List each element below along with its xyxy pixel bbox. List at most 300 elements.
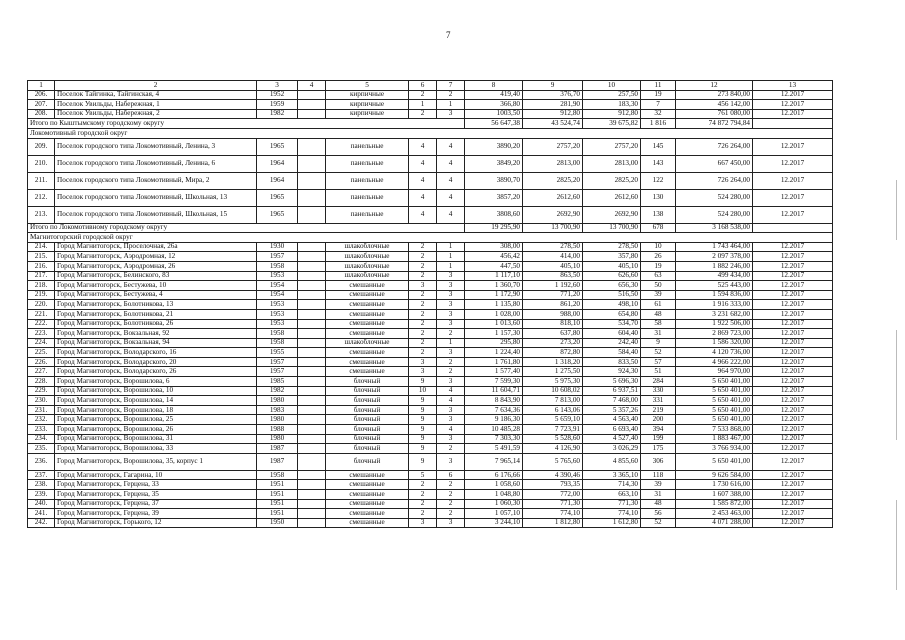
table-cell: 1930: [257, 242, 298, 252]
table-cell: 200: [641, 415, 676, 425]
table-cell: 1965: [257, 138, 298, 155]
table-row: [28, 90, 833, 100]
table-cell: [298, 396, 326, 406]
table-cell: 761 080,00: [676, 109, 753, 119]
table-cell: 3: [437, 518, 465, 528]
table-cell: 1954: [257, 281, 298, 291]
table-cell: смешанные: [326, 329, 409, 339]
column-number: 4: [298, 81, 326, 91]
table-cell: [298, 100, 326, 110]
registry-body: [28, 81, 833, 528]
table-cell: 1: [437, 100, 465, 110]
table-cell: 1 013,60: [465, 319, 523, 329]
table-cell: 6 693,40: [583, 425, 641, 435]
table-cell: 3: [437, 109, 465, 119]
table-cell: 5 650 401,00: [676, 377, 753, 387]
table-cell: [298, 386, 326, 396]
table-cell: 9: [409, 377, 437, 387]
table-cell: 1 060,30: [465, 499, 523, 509]
table-cell: 1: [409, 100, 437, 110]
table-row: [28, 300, 833, 310]
table-cell: 257,50: [583, 90, 641, 100]
table-cell: 4: [437, 206, 465, 223]
address-cell: Поселок городского типа Локомотивный, Ленина, 3: [55, 138, 257, 155]
table-cell: 3 365,10: [583, 470, 641, 480]
table-cell: блочный: [326, 415, 409, 425]
address-cell: Город Магнитогорск, Герцена, 35: [55, 490, 257, 500]
table-cell: 12.2017: [753, 109, 833, 119]
table-cell: [298, 271, 326, 281]
table-cell: 1955: [257, 348, 298, 358]
table-cell: 414,00: [523, 252, 583, 262]
table-cell: 1 172,90: [465, 290, 523, 300]
table-cell: 12.2017: [753, 480, 833, 490]
table-cell: 220.: [28, 300, 55, 310]
table-cell: 1 607 388,00: [676, 490, 753, 500]
table-cell: 714,30: [583, 480, 641, 490]
table-cell: 1952: [257, 90, 298, 100]
address-cell: Город Магнитогорск, Ворошилова, 10: [55, 386, 257, 396]
table-cell: 12.2017: [753, 518, 833, 528]
table-cell: 5 528,60: [523, 434, 583, 444]
table-cell: [298, 281, 326, 291]
table-cell: 56: [641, 509, 676, 519]
table-cell: 12.2017: [753, 155, 833, 172]
table-cell: 4: [409, 206, 437, 223]
table-cell: 12.2017: [753, 271, 833, 281]
table-cell: 2: [409, 348, 437, 358]
table-cell: 4: [437, 172, 465, 189]
table-cell: 4 527,40: [583, 434, 641, 444]
address-cell: Город Магнитогорск, Ворошилова, 33: [55, 444, 257, 454]
table-cell: [298, 319, 326, 329]
table-cell: 5 659,10: [523, 415, 583, 425]
table-cell: 241.: [28, 509, 55, 519]
table-cell: 1 882 246,00: [676, 261, 753, 271]
table-cell: смешанные: [326, 490, 409, 500]
address-cell: Город Магнитогорск, Проселочная, 26а: [55, 242, 257, 252]
table-row: [28, 470, 833, 480]
table-cell: 1965: [257, 189, 298, 206]
table-cell: 3 026,29: [583, 444, 641, 454]
table-cell: 912,80: [583, 109, 641, 119]
address-cell: Город Магнитогорск, Ворошилова, 31: [55, 434, 257, 444]
table-cell: 2: [409, 271, 437, 281]
table-cell: 217.: [28, 271, 55, 281]
table-cell: 227.: [28, 367, 55, 377]
table-cell: 863,50: [523, 271, 583, 281]
table-cell: 211.: [28, 172, 55, 189]
address-cell: Город Магнитогорск, Гагарина, 10: [55, 470, 257, 480]
table-cell: [298, 405, 326, 415]
table-cell: 771,30: [523, 499, 583, 509]
table-cell: смешанные: [326, 290, 409, 300]
table-cell: 12.2017: [753, 290, 833, 300]
table-cell: 2612,60: [523, 189, 583, 206]
table-cell: 1953: [257, 309, 298, 319]
table-cell: 218.: [28, 281, 55, 291]
subtotal-label: Итого по Кыштымскому городскому округу: [28, 119, 465, 129]
table-row: [28, 509, 833, 519]
table-row: [28, 319, 833, 329]
table-cell: 12.2017: [753, 348, 833, 358]
table-cell: 654,80: [583, 309, 641, 319]
table-cell: смешанные: [326, 480, 409, 490]
address-cell: Город Магнитогорск, Герцена, 33: [55, 480, 257, 490]
table-cell: 278,50: [523, 242, 583, 252]
table-cell: 2: [409, 300, 437, 310]
table-cell: [298, 490, 326, 500]
table-cell: 219.: [28, 290, 55, 300]
table-cell: 2: [409, 242, 437, 252]
subtotal-value: 39 675,82: [583, 119, 641, 129]
table-cell: 2: [437, 480, 465, 490]
table-cell: шлакоблочные: [326, 271, 409, 281]
table-cell: 222.: [28, 319, 55, 329]
table-cell: панельные: [326, 206, 409, 223]
column-number: 8: [465, 81, 523, 91]
table-cell: 210.: [28, 155, 55, 172]
section-row: [28, 128, 833, 138]
table-cell: 1954: [257, 290, 298, 300]
table-cell: 48: [641, 499, 676, 509]
table-cell: 9: [409, 396, 437, 406]
table-cell: 1951: [257, 509, 298, 519]
table-cell: 376,70: [523, 90, 583, 100]
table-cell: 1982: [257, 109, 298, 119]
table-cell: 9 626 584,00: [676, 470, 753, 480]
table-cell: 912,80: [523, 109, 583, 119]
table-cell: 206.: [28, 90, 55, 100]
table-cell: 12.2017: [753, 386, 833, 396]
table-cell: 12.2017: [753, 189, 833, 206]
table-cell: 1: [437, 252, 465, 262]
table-cell: 52: [641, 348, 676, 358]
table-cell: панельные: [326, 155, 409, 172]
table-cell: 1 135,80: [465, 300, 523, 310]
table-cell: 31: [641, 490, 676, 500]
table-cell: 1951: [257, 499, 298, 509]
table-cell: 12.2017: [753, 100, 833, 110]
column-number: 6: [409, 81, 437, 91]
table-cell: 1: [437, 261, 465, 271]
table-cell: 1987: [257, 453, 298, 470]
table-cell: 12.2017: [753, 509, 833, 519]
table-cell: 4: [437, 155, 465, 172]
table-cell: 1957: [257, 252, 298, 262]
table-cell: смешанные: [326, 470, 409, 480]
table-cell: 1 577,40: [465, 367, 523, 377]
column-number: 5: [326, 81, 409, 91]
table-cell: 281,90: [523, 100, 583, 110]
address-cell: Город Магнитогорск, Володарского, 16: [55, 348, 257, 358]
subtotal-row: [28, 223, 833, 233]
table-cell: 2: [437, 90, 465, 100]
table-cell: [298, 90, 326, 100]
table-cell: 1958: [257, 470, 298, 480]
table-cell: смешанные: [326, 367, 409, 377]
table-cell: 774,10: [583, 509, 641, 519]
address-cell: Город Магнитогорск, Бестужева, 10: [55, 281, 257, 291]
table-cell: [298, 377, 326, 387]
table-cell: 924,30: [583, 367, 641, 377]
table-cell: 48: [641, 309, 676, 319]
table-cell: 534,70: [583, 319, 641, 329]
table-cell: 234.: [28, 434, 55, 444]
table-row: [28, 386, 833, 396]
table-cell: 5 765,60: [523, 453, 583, 470]
table-cell: 2: [409, 509, 437, 519]
table-cell: 242.: [28, 518, 55, 528]
table-cell: 988,00: [523, 309, 583, 319]
table-cell: 232.: [28, 415, 55, 425]
table-cell: 12.2017: [753, 470, 833, 480]
address-cell: Поселок Увильды, Набережная, 2: [55, 109, 257, 119]
table-row: [28, 377, 833, 387]
table-cell: 9: [409, 425, 437, 435]
table-cell: 39: [641, 290, 676, 300]
table-cell: 228.: [28, 377, 55, 387]
table-cell: 2: [437, 509, 465, 519]
table-cell: 12.2017: [753, 415, 833, 425]
table-cell: 12.2017: [753, 367, 833, 377]
table-cell: 4: [437, 396, 465, 406]
table-row: [28, 290, 833, 300]
table-cell: 5 491,59: [465, 444, 523, 454]
table-cell: смешанные: [326, 518, 409, 528]
table-cell: [298, 155, 326, 172]
table-cell: 2 453 463,00: [676, 509, 753, 519]
table-cell: 405,10: [523, 261, 583, 271]
table-cell: 7 599,30: [465, 377, 523, 387]
table-cell: 1959: [257, 100, 298, 110]
table-row: [28, 109, 833, 119]
table-cell: 2: [437, 490, 465, 500]
table-cell: 584,40: [583, 348, 641, 358]
section-title: Магнитогорский городской округ: [28, 233, 833, 243]
table-cell: 394: [641, 425, 676, 435]
table-row: [28, 425, 833, 435]
table-row: [28, 518, 833, 528]
table-cell: [298, 109, 326, 119]
table-cell: [298, 348, 326, 358]
address-cell: Город Магнитогорск, Володарского, 20: [55, 357, 257, 367]
table-cell: 4: [437, 189, 465, 206]
table-cell: 2: [409, 480, 437, 490]
table-cell: 2: [409, 319, 437, 329]
address-cell: Город Магнитогорск, Аэродромная, 26: [55, 261, 257, 271]
table-cell: 199: [641, 434, 676, 444]
subtotal-value: 74 872 794,84: [676, 119, 753, 129]
table-cell: блочный: [326, 425, 409, 435]
table-cell: 50: [641, 281, 676, 291]
table-cell: 3: [409, 357, 437, 367]
column-number: 3: [257, 81, 298, 91]
table-cell: 1 594 836,00: [676, 290, 753, 300]
subtotal-value: [753, 119, 833, 129]
table-cell: кирпичные: [326, 109, 409, 119]
table-cell: 5 650 401,00: [676, 405, 753, 415]
subtotal-value: 19 295,90: [465, 223, 523, 233]
table-cell: 2: [437, 499, 465, 509]
table-cell: 330: [641, 386, 676, 396]
table-cell: 4 071 288,00: [676, 518, 753, 528]
table-cell: 357,80: [583, 252, 641, 262]
table-cell: 5 650 401,00: [676, 396, 753, 406]
table-cell: 2: [409, 338, 437, 348]
table-cell: панельные: [326, 172, 409, 189]
table-cell: 3: [437, 434, 465, 444]
section-title: Локомотивный городской округ: [28, 128, 833, 138]
table-cell: [298, 434, 326, 444]
subtotal-value: 43 524,74: [523, 119, 583, 129]
table-cell: 366,80: [465, 100, 523, 110]
table-cell: 19: [641, 90, 676, 100]
column-number: 12: [676, 81, 753, 91]
table-cell: 1 883 467,00: [676, 434, 753, 444]
table-cell: 2825,20: [583, 172, 641, 189]
page-number: 7: [446, 30, 451, 40]
table-cell: 308,00: [465, 242, 523, 252]
table-cell: блочный: [326, 405, 409, 415]
table-cell: 3890,70: [465, 172, 523, 189]
table-cell: 12.2017: [753, 490, 833, 500]
table-cell: 225.: [28, 348, 55, 358]
table-row: [28, 206, 833, 223]
table-cell: 7 533 868,00: [676, 425, 753, 435]
table-cell: 223.: [28, 329, 55, 339]
table-cell: [298, 518, 326, 528]
table-cell: 3 766 934,00: [676, 444, 753, 454]
table-cell: 872,80: [523, 348, 583, 358]
table-cell: 1 058,60: [465, 480, 523, 490]
table-cell: 726 264,00: [676, 138, 753, 155]
table-cell: 861,20: [523, 300, 583, 310]
table-cell: 9: [409, 415, 437, 425]
table-cell: 1 275,50: [523, 367, 583, 377]
table-cell: 2: [409, 252, 437, 262]
table-cell: 1 157,30: [465, 329, 523, 339]
table-cell: [298, 242, 326, 252]
table-row: [28, 100, 833, 110]
table-cell: 10: [641, 242, 676, 252]
table-cell: 771,30: [583, 499, 641, 509]
table-cell: 1951: [257, 480, 298, 490]
table-cell: 58: [641, 319, 676, 329]
table-cell: 405,10: [583, 261, 641, 271]
table-cell: 57: [641, 357, 676, 367]
table-row: [28, 415, 833, 425]
column-number: 2: [55, 81, 257, 91]
table-cell: 7: [641, 100, 676, 110]
table-cell: 1003,50: [465, 109, 523, 119]
table-cell: 39: [641, 480, 676, 490]
table-cell: 9 186,30: [465, 415, 523, 425]
table-cell: 4: [437, 386, 465, 396]
subtotal-value: 3 168 538,00: [676, 223, 753, 233]
table-cell: блочный: [326, 453, 409, 470]
table-cell: 5 357,26: [583, 405, 641, 415]
scan-edge-mark: [896, 330, 897, 440]
table-cell: 12.2017: [753, 377, 833, 387]
table-row: [28, 338, 833, 348]
table-cell: 5 975,30: [523, 377, 583, 387]
table-cell: 215.: [28, 252, 55, 262]
table-cell: 2757,20: [523, 138, 583, 155]
table-cell: 8 843,90: [465, 396, 523, 406]
table-cell: панельные: [326, 138, 409, 155]
table-cell: 3: [409, 518, 437, 528]
table-cell: 1 224,40: [465, 348, 523, 358]
table-row: [28, 189, 833, 206]
table-cell: [298, 138, 326, 155]
table-cell: [298, 480, 326, 490]
table-cell: 26: [641, 252, 676, 262]
table-cell: 3: [437, 348, 465, 358]
table-cell: 1988: [257, 425, 298, 435]
table-cell: [298, 189, 326, 206]
table-cell: 2 097 378,00: [676, 252, 753, 262]
table-cell: 3849,20: [465, 155, 523, 172]
table-cell: 209.: [28, 138, 55, 155]
table-cell: 4: [409, 138, 437, 155]
table-cell: 1953: [257, 271, 298, 281]
table-cell: 12.2017: [753, 319, 833, 329]
table-cell: смешанные: [326, 319, 409, 329]
table-cell: 4 120 736,00: [676, 348, 753, 358]
table-cell: 964 970,00: [676, 367, 753, 377]
table-row: [28, 396, 833, 406]
table-cell: 214.: [28, 242, 55, 252]
table-cell: 9: [641, 338, 676, 348]
table-cell: 771,20: [523, 290, 583, 300]
table-cell: 525 443,00: [676, 281, 753, 291]
table-cell: 10 485,28: [465, 425, 523, 435]
table-cell: 9: [409, 434, 437, 444]
table-cell: 499 434,00: [676, 271, 753, 281]
table-cell: 6 143,06: [523, 405, 583, 415]
table-cell: 818,10: [523, 319, 583, 329]
table-cell: 3890,20: [465, 138, 523, 155]
address-cell: Город Магнитогорск, Ворошилова, 25: [55, 415, 257, 425]
table-cell: 12.2017: [753, 90, 833, 100]
table-cell: 2: [409, 109, 437, 119]
table-cell: [298, 470, 326, 480]
table-cell: 2: [437, 444, 465, 454]
table-cell: 1957: [257, 367, 298, 377]
table-cell: 1 743 464,00: [676, 242, 753, 252]
table-cell: блочный: [326, 396, 409, 406]
table-cell: 61: [641, 300, 676, 310]
table-cell: 306: [641, 453, 676, 470]
table-cell: 1 192,60: [523, 281, 583, 291]
table-cell: 12.2017: [753, 281, 833, 291]
table-cell: 12.2017: [753, 444, 833, 454]
table-cell: 5: [409, 470, 437, 480]
table-row: [28, 309, 833, 319]
table-cell: 456 142,00: [676, 100, 753, 110]
table-row: [28, 252, 833, 262]
address-cell: Город Магнитогорск, Ворошилова, 35, корпус 1: [55, 453, 257, 470]
table-cell: 51: [641, 367, 676, 377]
table-cell: 1 318,20: [523, 357, 583, 367]
table-cell: 52: [641, 518, 676, 528]
table-cell: 212.: [28, 189, 55, 206]
table-row: [28, 271, 833, 281]
table-cell: 4 563,40: [583, 415, 641, 425]
header-row: [28, 81, 833, 91]
table-cell: 2: [409, 490, 437, 500]
